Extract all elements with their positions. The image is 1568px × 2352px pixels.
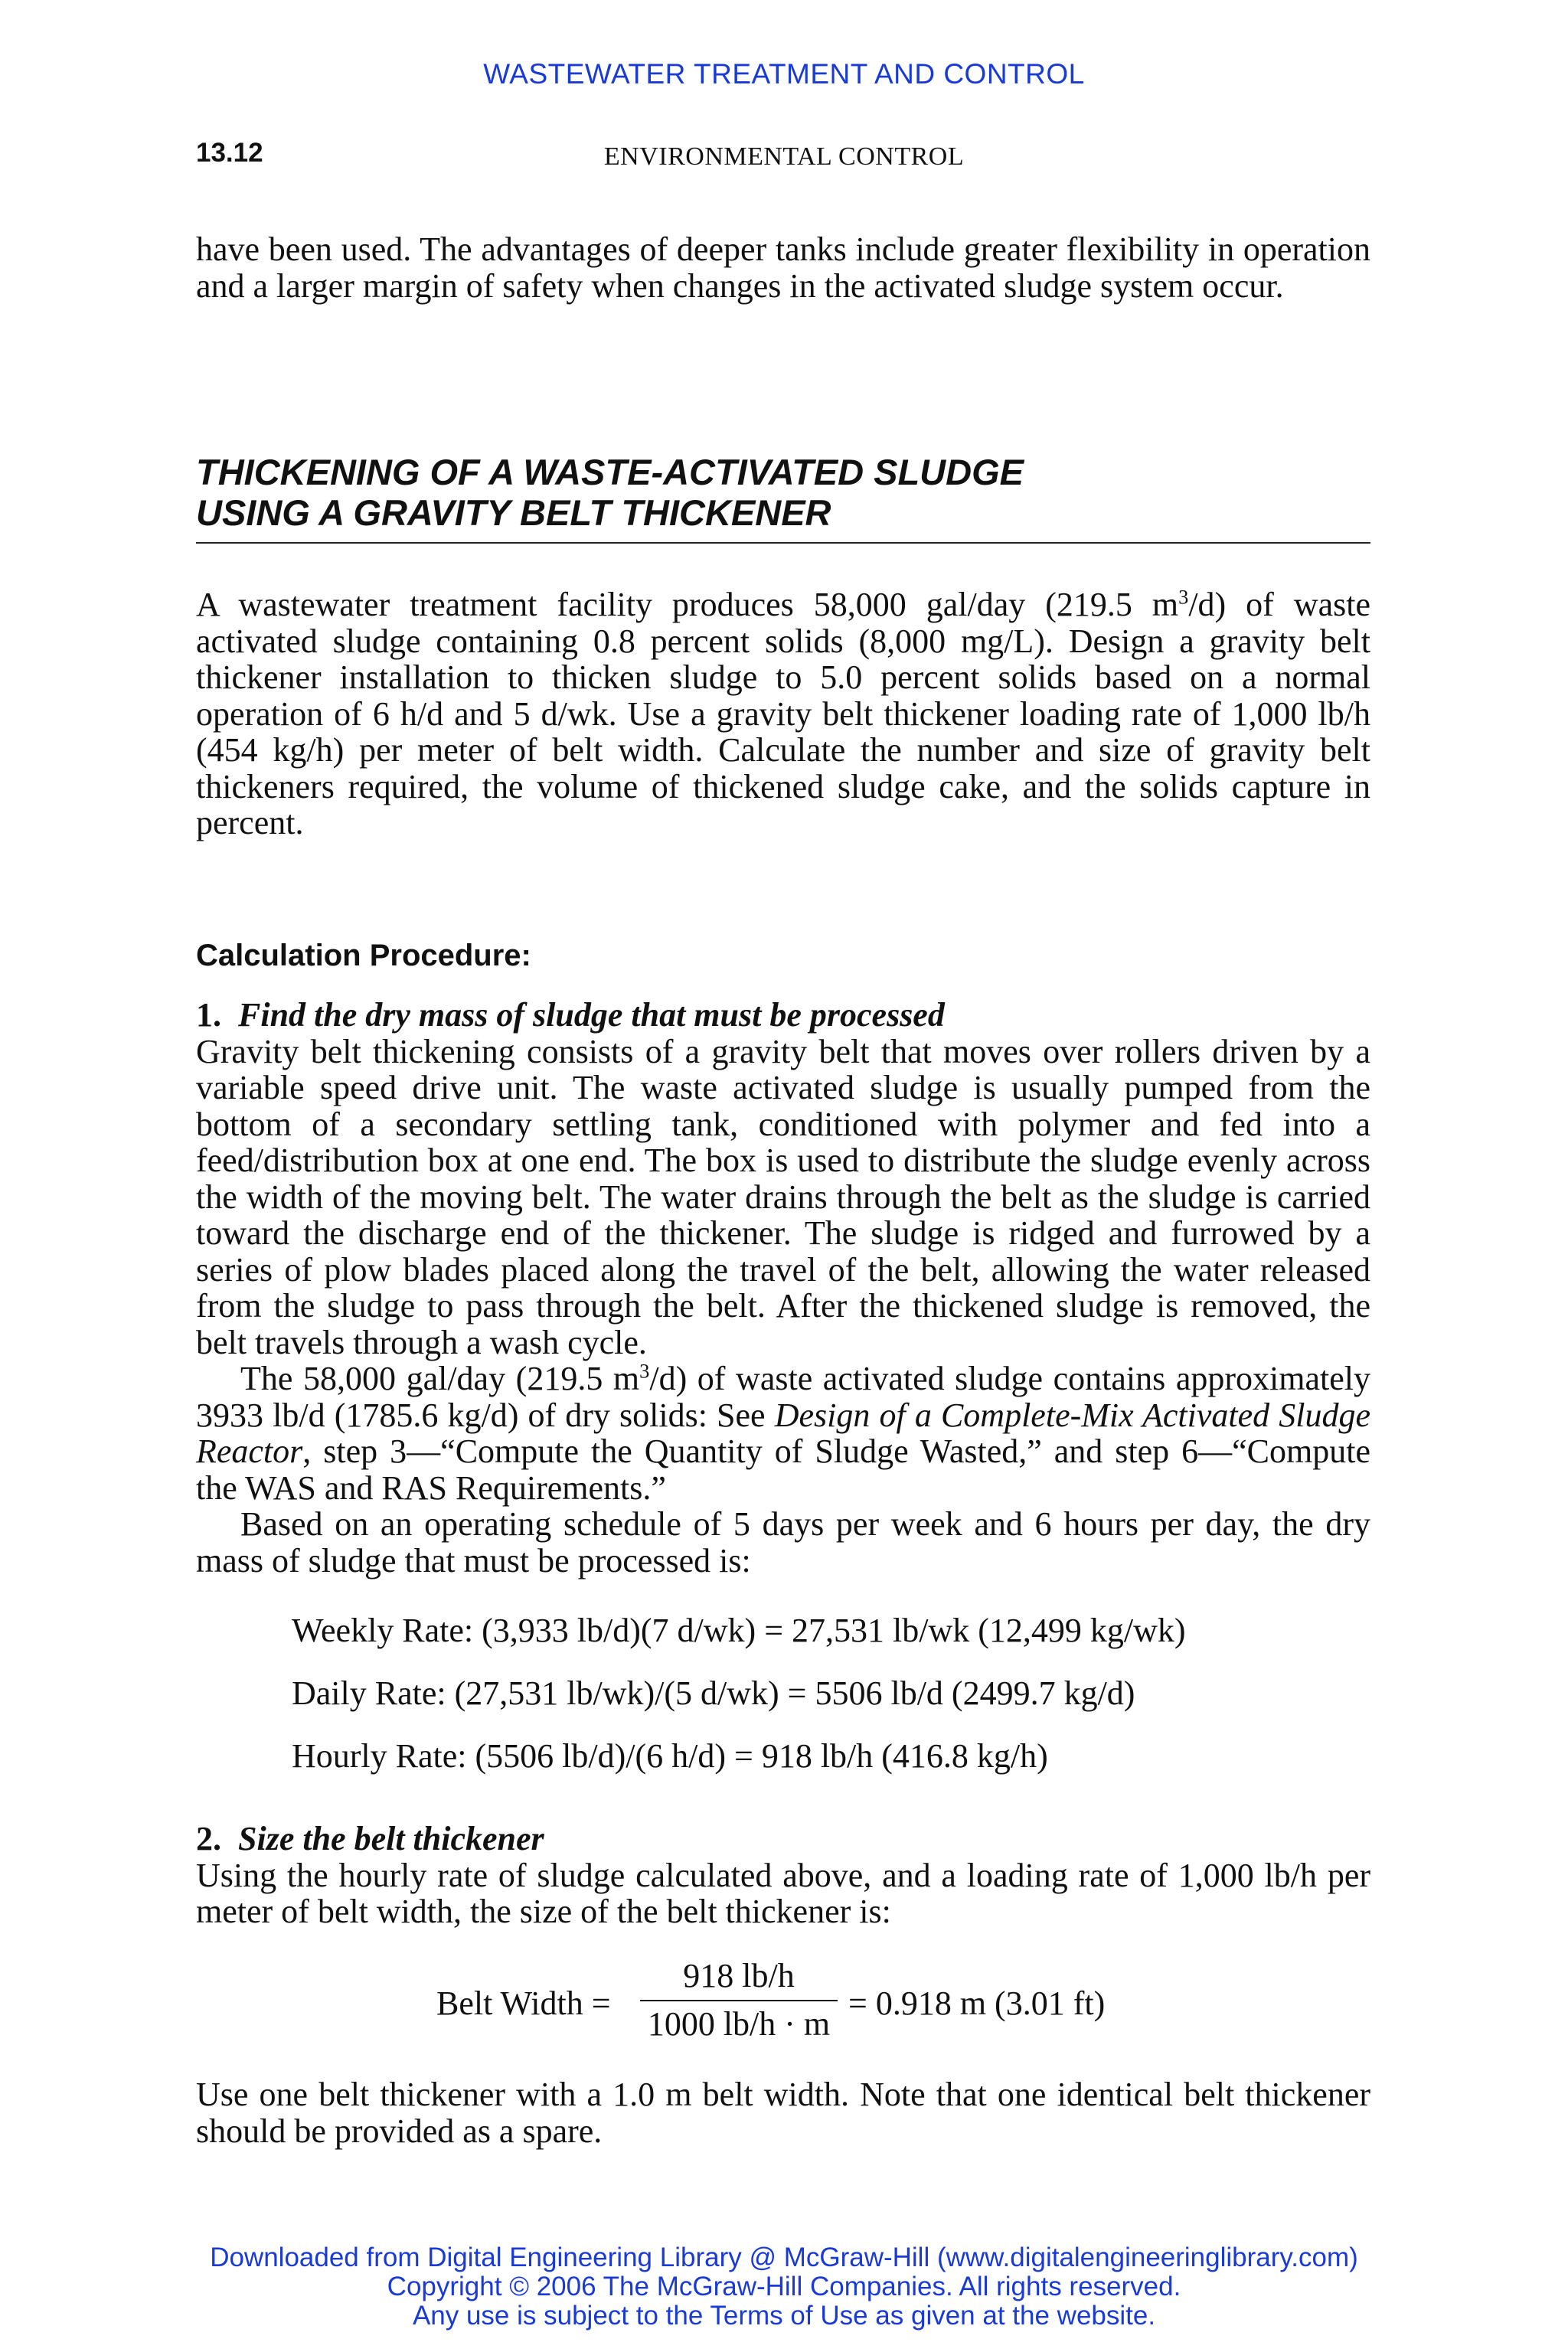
problem-title-line-2: USING A GRAVITY BELT THICKENER bbox=[196, 492, 831, 533]
equation-rhs: = 0.918 m (3.01 ft) bbox=[848, 1984, 1106, 2022]
running-head: WASTEWATER TREATMENT AND CONTROL bbox=[483, 58, 1085, 90]
page-number: 13.12 bbox=[196, 138, 263, 168]
footer-download-link[interactable]: Downloaded from Digital Engineering Library @ McGraw-Hill (www.digitalengineeringlibrary.com) bbox=[210, 2243, 1358, 2272]
hourly-rate-equation: Hourly Rate: (5506 lb/d)/(6 h/d) = 918 lb/h (416.8 kg/h) bbox=[292, 1737, 1048, 1775]
fraction-denominator: 1000 lb/h · m bbox=[647, 2005, 831, 2043]
section-header: ENVIRONMENTAL CONTROL bbox=[603, 142, 965, 171]
footer-terms: Any use is subject to the Terms of Use as given at the website. bbox=[412, 2301, 1156, 2331]
step-1-paragraph-1: Gravity belt thickening consists of a gravity belt that moves over rollers driven by a variable speed drive unit. The waste activated sludge is usually pumped from the bottom of a secondary settling tank, conditioned with polymer and fed into a feed/distribution box at one end. The box is used to distribute the sludge evenly across the width of the moving belt. The water drains through the belt as the sludge is carried toward the discharge end of the thickener. The sludge is ridged and furrowed by a series of plow blades placed along the travel of the belt, allowing the water released from the sludge to pass through the belt. After the thickened sludge is removed, the belt travels through a wash cycle. bbox=[196, 1032, 1370, 1361]
equation-fraction bbox=[640, 1956, 838, 2043]
problem-text: A wastewater treatment facility produces 58,000 gal/day (219.5 $m^3/d$) of waste activated sludge containing 0.8 percent solids (8,000 mg/L). Design a gravity belt thickener installation to thicken sludge to 5.0 percent solids based on a normal operation of 6 h/d and 5 d/wk. Use a gravity belt thickener loading rate of 1,000 lb/h (454 kg/h) per meter of belt width. Calculate the number and size of gravity belt thickeners required, the volume of thickened sludge cake, and the solids capture in percent. bbox=[196, 585, 1370, 841]
step-2 bbox=[196, 1821, 1370, 1930]
step-2-paragraph-2: Use one belt thickener with a 1.0 m belt width. Note that one identical belt thickener should be provided as a spare. bbox=[196, 2076, 1370, 2150]
step-1-paragraph-2: The 58,000 gal/day (219.5 $m^3/d$) of waste activated sludge contains approximately 3933 lb/d (1785.6 kg/d) of dry solids: See Design of a Complete-Mix Activated Sludge Reactor, step 3—“Compute the Quantity of Sludge Wasted,” and step 6—“Compute the WAS and RAS Requirements.” bbox=[196, 1359, 1370, 1507]
step-2-paragraph-1: Using the hourly rate of sludge calculated above, and a loading rate of 1,000 lb/h per meter of belt width, the size of the belt thickener is: bbox=[196, 1856, 1370, 1930]
problem-statement bbox=[196, 586, 1370, 841]
step-2-heading: 2. Size the belt thickener bbox=[196, 1820, 544, 1857]
step-1-paragraph-3: Based on an operating schedule of 5 days per week and 6 hours per day, the dry mass of sludge that must be processed is: bbox=[196, 1505, 1370, 1579]
cross-reference: Design of a Complete-Mix Activated Sludge Reactor bbox=[196, 1396, 1370, 1470]
calculation-heading: Calculation Procedure: bbox=[196, 939, 531, 972]
fraction-numerator: 918 lb/h bbox=[640, 1956, 838, 2001]
step-1 bbox=[196, 997, 1370, 1579]
problem-title-line-1: THICKENING OF A WASTE-ACTIVATED SLUDGE bbox=[196, 452, 1024, 492]
intro-text: have been used. The advantages of deeper tanks include greater flexibility in operation and a larger margin of safety when changes in the activated sludge system occur. bbox=[196, 230, 1370, 305]
intro-paragraph bbox=[196, 231, 1370, 304]
download-footer bbox=[0, 2243, 1568, 2331]
equation-lhs: Belt Width = bbox=[436, 1984, 611, 2022]
daily-rate-equation: Daily Rate: (27,531 lb/wk)/(5 d/wk) = 5506 lb/d (2499.7 kg/d) bbox=[292, 1674, 1135, 1712]
step-1-heading: 1. Find the dry mass of sludge that must be processed bbox=[196, 996, 945, 1034]
footer-copyright: Copyright © 2006 The McGraw-Hill Companies. All rights reserved. bbox=[387, 2272, 1181, 2301]
weekly-rate-equation: Weekly Rate: (3,933 lb/d)(7 d/wk) = 27,531 lb/wk (12,499 kg/wk) bbox=[292, 1612, 1186, 1649]
step-2-conclusion bbox=[196, 2076, 1370, 2149]
problem-title bbox=[196, 452, 1370, 544]
